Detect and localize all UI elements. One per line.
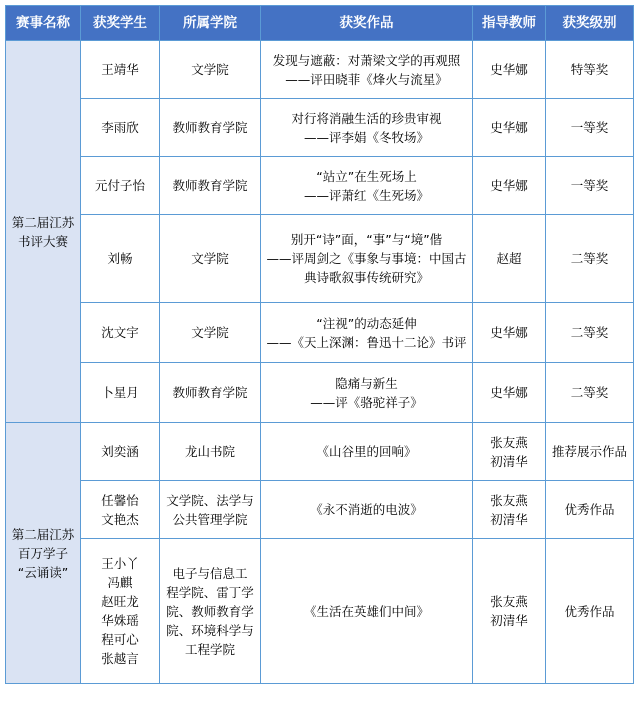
teacher-cell: [473, 157, 546, 215]
student-name: 文艳杰: [101, 511, 139, 527]
work-line: ——评《骆驼祥子》: [310, 394, 423, 410]
event-name-line: 第二届江苏: [11, 214, 75, 230]
table-body: [6, 41, 634, 684]
student-cell: [81, 215, 160, 303]
work-cell: [261, 41, 473, 99]
college-cell: [160, 157, 261, 215]
student-name: 卜星月: [101, 385, 139, 400]
work-line: ——评萧红《生死场》: [303, 187, 429, 203]
college-line: 院、教师教育学: [166, 603, 254, 619]
teacher-name: 史华娜: [490, 62, 528, 77]
student-name: 元付子怡: [94, 178, 145, 193]
table-row: [6, 99, 634, 157]
student-name: 刘畅: [107, 251, 133, 266]
table-row: [6, 303, 634, 363]
student-cell: [81, 99, 160, 157]
college-cell: [160, 303, 261, 363]
header-level: 获奖级别: [546, 6, 634, 41]
teacher-name: 张友燕: [490, 434, 528, 450]
work-line: ——《天上深渊：鲁迅十二论》书评: [266, 334, 467, 350]
student-cell: [81, 481, 160, 539]
college-line: 龙山书院: [184, 444, 235, 459]
student-name: 任馨怡: [101, 492, 139, 508]
student-name: 王靖华: [101, 62, 139, 77]
table-row: [6, 423, 634, 481]
college-line: 文学院、法学与: [166, 492, 254, 508]
teacher-cell: [473, 363, 546, 423]
teacher-name: 初清华: [490, 613, 528, 628]
student-cell: [81, 303, 160, 363]
work-line: 隐痛与新生: [335, 375, 398, 391]
event-name-line: 第二届江苏: [11, 526, 75, 542]
teacher-name: 初清华: [490, 453, 528, 469]
event-name-line: 书评大赛: [17, 233, 68, 249]
header-student: 获奖学生: [81, 6, 160, 41]
student-name: 王小丫: [101, 556, 139, 571]
student-cell: [81, 423, 160, 481]
teacher-name: 张友燕: [490, 492, 528, 508]
work-cell: [261, 539, 473, 684]
work-line: 发现与遮蔽：对萧梁文学的再观照: [272, 52, 461, 68]
teacher-cell: [473, 303, 546, 363]
college-line: 工程学院: [184, 641, 235, 657]
header-college: 所属学院: [160, 6, 261, 41]
table-row: [6, 41, 634, 99]
college-cell: [160, 481, 261, 539]
table-row: [6, 157, 634, 215]
student-name: 赵旺龙: [101, 594, 139, 609]
college-line: 文学院: [191, 251, 229, 266]
work-line: 《山谷里的回响》: [316, 444, 417, 459]
college-line: 文学院: [191, 325, 229, 340]
work-line: 典诗歌叙事传统研究》: [303, 270, 429, 285]
college-line: 教师教育学院: [172, 120, 248, 135]
work-line: ——评田晓菲《烽火与流星》: [285, 71, 448, 87]
teacher-name: 史华娜: [490, 385, 528, 400]
teacher-cell: [473, 539, 546, 684]
work-line: 对行将消融生活的珍贵审视: [291, 110, 442, 126]
student-name: 华姝瑶: [101, 613, 139, 628]
student-name: 程可心: [101, 632, 139, 647]
work-cell: [261, 481, 473, 539]
student-name: 冯麒: [107, 575, 133, 590]
student-name: 沈文宇: [101, 325, 139, 340]
college-cell: [160, 99, 261, 157]
header-teacher: 指导教师: [473, 6, 546, 41]
teacher-cell: [473, 423, 546, 481]
level-cell: 一等奖: [546, 157, 634, 215]
work-line: 别开“诗”面，“事”与“境”偕: [290, 232, 443, 247]
work-cell: [261, 303, 473, 363]
level-cell: 二等奖: [546, 363, 634, 423]
work-line: “站立”在生死场上: [316, 168, 417, 184]
student-name: 李雨欣: [101, 120, 139, 135]
work-line: 《永不消逝的电波》: [310, 502, 423, 517]
college-line: 教师教育学院: [172, 385, 248, 400]
college-cell: [160, 215, 261, 303]
work-cell: [261, 99, 473, 157]
college-line: 电子与信息工: [172, 565, 248, 581]
student-name: 张越言: [101, 651, 139, 666]
header-event-name: 赛事名称: [6, 6, 81, 41]
work-line: ——评周剑之《事象与事境：中国古: [266, 251, 467, 266]
table-row: [6, 215, 634, 303]
level-cell: 一等奖: [546, 99, 634, 157]
level-cell: 优秀作品: [546, 539, 634, 684]
event-name-cell: [6, 423, 81, 684]
work-line: 《生活在英雄们中间》: [303, 603, 429, 619]
college-line: 程学院、雷丁学: [166, 584, 254, 600]
event-name-cell: [6, 41, 81, 423]
event-name-line: 百万学子: [17, 545, 68, 561]
table-row: [6, 539, 634, 684]
teacher-name: 史华娜: [490, 178, 528, 193]
header-row: [6, 6, 634, 41]
college-line: 公共管理学院: [172, 511, 248, 527]
student-cell: [81, 157, 160, 215]
header-work: 获奖作品: [261, 6, 473, 41]
level-cell: 优秀作品: [546, 481, 634, 539]
college-cell: [160, 539, 261, 684]
level-cell: 推荐展示作品: [546, 423, 634, 481]
teacher-cell: [473, 99, 546, 157]
teacher-cell: [473, 215, 546, 303]
student-cell: [81, 539, 160, 684]
college-line: 教师教育学院: [172, 178, 248, 193]
work-cell: [261, 423, 473, 481]
teacher-name: 史华娜: [490, 120, 528, 135]
college-line: 文学院: [191, 62, 229, 77]
teacher-cell: [473, 41, 546, 99]
table-row: [6, 363, 634, 423]
level-cell: 二等奖: [546, 215, 634, 303]
college-cell: [160, 423, 261, 481]
teacher-name: 史华娜: [490, 325, 528, 340]
teacher-name: 张友燕: [490, 594, 528, 609]
work-cell: [261, 215, 473, 303]
level-cell: 二等奖: [546, 303, 634, 363]
event-name-line: “云诵读”: [17, 564, 69, 580]
awards-table: [5, 5, 634, 684]
work-cell: [261, 157, 473, 215]
teacher-name: 赵超: [496, 251, 522, 266]
college-cell: [160, 363, 261, 423]
student-cell: [81, 363, 160, 423]
student-cell: [81, 41, 160, 99]
table-row: [6, 481, 634, 539]
college-line: 院、环境科学与: [166, 622, 254, 638]
work-cell: [261, 363, 473, 423]
work-line: ——评李娟《冬牧场》: [303, 129, 429, 145]
teacher-cell: [473, 481, 546, 539]
college-cell: [160, 41, 261, 99]
work-line: “注视”的动态延伸: [316, 315, 417, 331]
student-name: 刘奕涵: [101, 444, 139, 459]
level-cell: 特等奖: [546, 41, 634, 99]
teacher-name: 初清华: [490, 511, 528, 527]
